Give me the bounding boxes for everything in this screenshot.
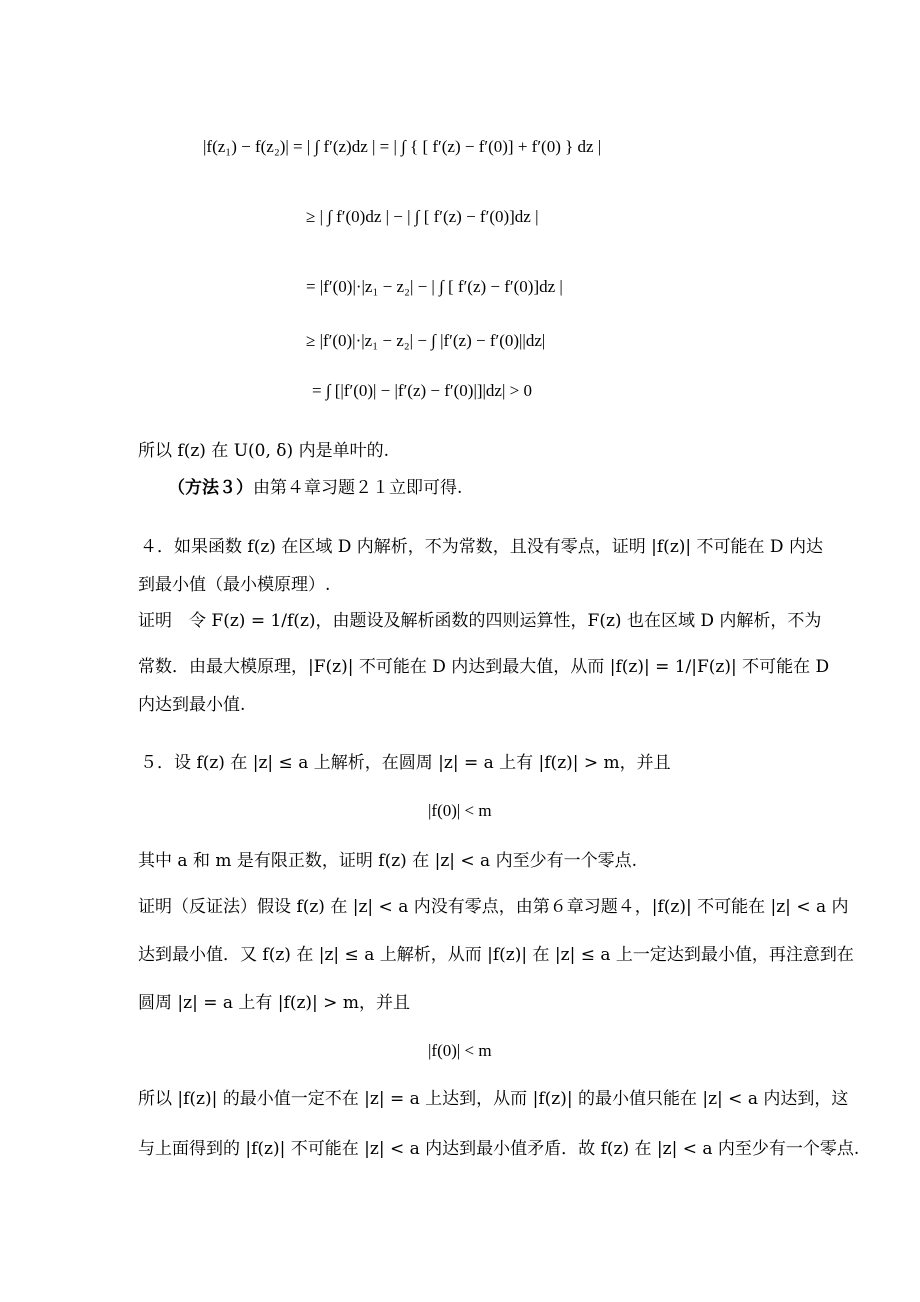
method3-line: [168, 477, 462, 499]
derivation-line-2: ≥ | ∫ f′(0)dz | − | ∫ [ f′(z) − f′(0)]dz |: [306, 207, 539, 226]
problem5-proof-line-5: 与上面得到的 |f(z)| 不可能在 |z| < a 内达到最小值矛盾．故 f(z) 在 |z| < a 内至少有一个零点.: [138, 1139, 860, 1159]
problem4-statement-line-2: 到最小值（最小模原理）.: [138, 575, 331, 595]
derivation-line-4: ≥ |f′(0)|·|z₁ − z₂| − ∫ |f′(z) − f′(0)||dz|: [306, 331, 546, 350]
problem5-proof-line-4: 所以 |f(z)| 的最小值一定不在 |z| = a 上达到，从而 |f(z)| 的最小值只能在 |z| < a 内达到，这: [138, 1089, 849, 1109]
problem5-equation-1: |f(0)| < m: [428, 801, 492, 820]
problem5-statement-line-1: ５．设 f(z) 在 |z| ≤ a 上解析，在圆周 |z| = a 上有 |f(z)| > m，并且: [140, 753, 671, 773]
derivation-line-1: |f(z₁) − f(z₂)| = | ∫ f′(z)dz | = | ∫ { [ f′(z) − f′(0)] + f′(0) } dz |: [203, 137, 602, 156]
problem5-equation-2: |f(0)| < m: [428, 1041, 492, 1060]
problem5-proof-line-1: 证明（反证法）假设 f(z) 在 |z| < a 内没有零点，由第６章习题４，|f(z)| 不可能在 |z| < a 内: [138, 897, 849, 917]
problem4-statement-line-1: ４．如果函数 f(z) 在区域 D 内解析，不为常数，且没有零点，证明 |f(z)| 不可能在 D 内达: [140, 537, 823, 557]
derivation-line-5: = ∫ [|f′(0)| − |f′(z) − f′(0)|]|dz| > 0: [312, 381, 532, 400]
problem4-proof-line-2: 常数．由最大模原理，|F(z)| 不可能在 D 内达到最大值，从而 |f(z)| = 1/|F(z)| 不可能在 D: [138, 657, 830, 677]
problem4-proof-line-1: 证明 令 F(z) = 1/f(z)，由题设及解析函数的四则运算性，F(z) 也在区域 D 内解析，不为: [138, 611, 822, 631]
problem5-proof-line-2: 达到最小值．又 f(z) 在 |z| ≤ a 上解析，从而 |f(z)| 在 |z| ≤ a 上一定达到最小值，再注意到在: [138, 945, 854, 965]
problem5-statement-line-2: 其中 a 和 m 是有限正数，证明 f(z) 在 |z| < a 内至少有一个零点.: [138, 851, 638, 871]
problem5-proof-line-3: 圆周 |z| = a 上有 |f(z)| > m，并且: [138, 993, 410, 1013]
derivation-line-3: = |f′(0)|·|z₁ − z₂| − | ∫ [ f′(z) − f′(0)]dz |: [306, 277, 563, 296]
method3-label: （方法３）: [168, 478, 253, 498]
method3-text: 由第４章习题２１立即可得.: [253, 478, 463, 498]
problem4-proof-line-3: 内达到最小值.: [138, 695, 246, 715]
conclusion-text: 所以 f(z) 在 U(0, δ) 内是单叶的.: [138, 441, 389, 461]
